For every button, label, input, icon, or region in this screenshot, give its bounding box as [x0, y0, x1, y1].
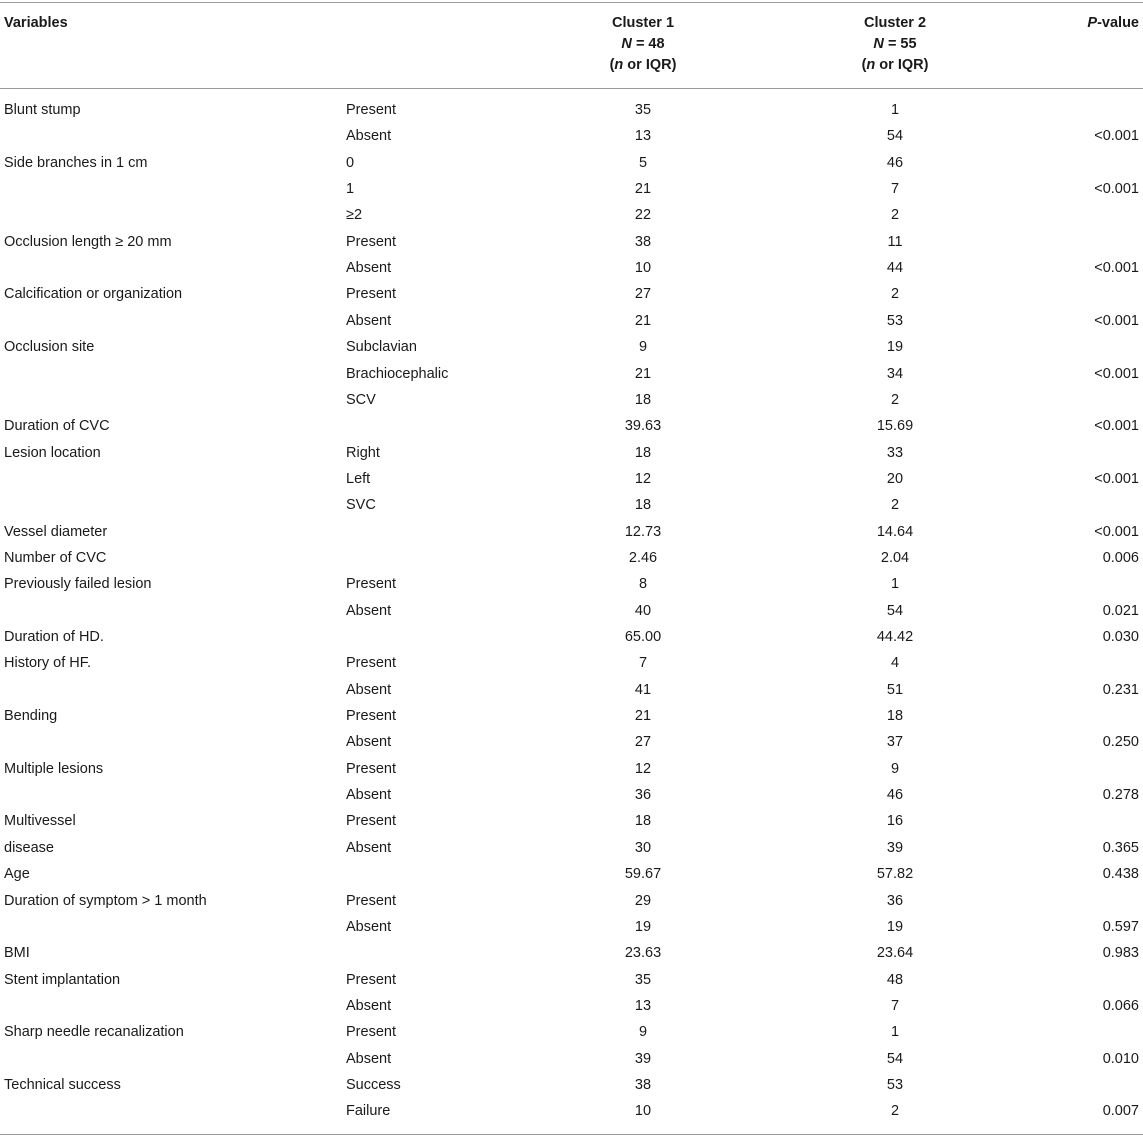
cluster-1-value-cell: 36	[634, 787, 652, 803]
subgroup-cell: Absent	[346, 603, 392, 619]
p-value-cell: 0.231	[1102, 682, 1139, 698]
cluster-2-value-cell: 1	[890, 576, 900, 592]
p-value-cell: <0.001	[1094, 524, 1139, 540]
cluster-1-value-cell: 10	[634, 1103, 652, 1119]
subgroup-cell: Absent	[346, 787, 392, 803]
cluster-2-value-cell: 54	[886, 603, 904, 619]
cluster-2-value-cell: 4	[890, 655, 900, 671]
p-value-cell: <0.001	[1094, 366, 1139, 382]
variable-cell: disease	[4, 840, 54, 856]
header-variables: Variables	[4, 15, 68, 31]
subgroup-cell: Present	[346, 286, 396, 302]
variable-cell: Duration of HD.	[4, 629, 104, 645]
cluster-2-value-cell: 2	[890, 497, 900, 513]
subgroup-cell: Absent	[346, 128, 392, 144]
cluster-2-value-cell: 16	[886, 813, 904, 829]
subgroup-cell: Absent	[346, 840, 392, 856]
cluster-1-value-cell: 9	[638, 339, 648, 355]
cluster-2-value-cell: 7	[890, 181, 900, 197]
subgroup-cell: Brachiocephalic	[346, 366, 449, 382]
p-value-cell: 0.597	[1102, 919, 1139, 935]
cluster-2-value-cell: 2.04	[880, 550, 910, 566]
cluster-1-value-cell: 5	[638, 155, 648, 171]
cluster-2-value-cell: 54	[886, 128, 904, 144]
variable-cell: Occlusion site	[4, 339, 95, 355]
subgroup-cell: Present	[346, 813, 396, 829]
cluster-2-value-cell: 7	[890, 998, 900, 1014]
subgroup-cell: Failure	[346, 1103, 391, 1119]
p-value-cell: 0.006	[1102, 550, 1139, 566]
cluster-2-value-cell: 36	[886, 893, 904, 909]
p-value-cell: 0.066	[1102, 998, 1139, 1014]
cluster-1-value-cell: 9	[638, 1024, 648, 1040]
subgroup-cell: Present	[346, 1024, 396, 1040]
cluster-1-value-cell: 29	[634, 893, 652, 909]
cluster-2-value-cell: 57.82	[876, 866, 914, 882]
cluster-1-value-cell: 30	[634, 840, 652, 856]
cluster-1-value-cell: 18	[634, 445, 652, 461]
subgroup-cell: Present	[346, 102, 396, 118]
subgroup-cell: Present	[346, 893, 396, 909]
variable-cell: Previously failed lesion	[4, 576, 152, 592]
subgroup-cell: Absent	[346, 260, 392, 276]
subgroup-cell: Absent	[346, 682, 392, 698]
cluster-1-value-cell: 35	[634, 972, 652, 988]
cluster-2-value-cell: 33	[886, 445, 904, 461]
subgroup-cell: Present	[346, 234, 396, 250]
header-cluster-2-name: Cluster 2	[863, 15, 927, 31]
cluster-2-value-cell: 34	[886, 366, 904, 382]
cluster-2-value-cell: 11	[887, 234, 903, 250]
subgroup-cell: SCV	[346, 392, 376, 408]
p-value-cell: <0.001	[1094, 128, 1139, 144]
variable-cell: Occlusion length ≥ 20 mm	[4, 234, 172, 250]
cluster-1-value-cell: 21	[634, 366, 652, 382]
p-value-cell: <0.001	[1094, 181, 1139, 197]
variable-cell: Stent implantation	[4, 972, 121, 988]
cluster-1-value-cell: 7	[638, 655, 648, 671]
subgroup-cell: Present	[346, 761, 396, 777]
cluster-2-value-cell: 9	[890, 761, 900, 777]
subgroup-cell: Absent	[346, 998, 392, 1014]
cluster-2-value-cell: 2	[890, 207, 900, 223]
p-value-cell: <0.001	[1094, 260, 1139, 276]
cluster-1-value-cell: 59.67	[624, 866, 662, 882]
cluster-2-value-cell: 19	[886, 919, 904, 935]
variable-cell: Number of CVC	[4, 550, 107, 566]
cluster-2-value-cell: 46	[886, 155, 904, 171]
cluster-1-value-cell: 39	[634, 1051, 652, 1067]
p-value-cell: 0.278	[1102, 787, 1139, 803]
header-cluster-2	[820, 13, 970, 76]
cluster-1-value-cell: 40	[634, 603, 652, 619]
subgroup-cell: ≥2	[346, 207, 363, 223]
variable-cell: BMI	[4, 945, 30, 961]
cluster-2-value-cell: 46	[886, 787, 904, 803]
cluster-2-value-cell: 39	[886, 840, 904, 856]
variable-cell: History of HF.	[4, 655, 92, 671]
cluster-2-value-cell: 37	[886, 734, 904, 750]
cluster-1-value-cell: 39.63	[624, 418, 662, 434]
cluster-2-value-cell: 23.64	[876, 945, 914, 961]
cluster-2-value-cell: 44.42	[876, 629, 914, 645]
variable-cell: Blunt stump	[4, 102, 81, 118]
subgroup-cell: Present	[346, 708, 396, 724]
cluster-2-value-cell: 53	[886, 1077, 904, 1093]
subgroup-cell: Left	[346, 471, 371, 487]
cluster-1-value-cell: 27	[634, 286, 652, 302]
variable-cell: Age	[4, 866, 30, 882]
variable-cell: Calcification or organization	[4, 286, 183, 302]
p-value-cell: 0.365	[1102, 840, 1139, 856]
subgroup-cell: Present	[346, 972, 396, 988]
variable-cell: Duration of symptom > 1 month	[4, 893, 207, 909]
cluster-2-value-cell: 19	[886, 339, 904, 355]
header-cluster-1	[568, 13, 718, 76]
cluster-1-value-cell: 12	[634, 471, 652, 487]
header-cluster-2-stat: (n or IQR)	[861, 57, 929, 73]
subgroup-cell: Subclavian	[346, 339, 417, 355]
cluster-2-value-cell: 14.64	[876, 524, 914, 540]
subgroup-cell: 0	[346, 155, 355, 171]
p-value-cell: 0.438	[1102, 866, 1139, 882]
cluster-2-value-cell: 1	[890, 102, 900, 118]
cluster-1-value-cell: 12	[634, 761, 652, 777]
cluster-1-value-cell: 2.46	[628, 550, 658, 566]
cluster-1-value-cell: 23.63	[624, 945, 662, 961]
variable-cell: Sharp needle recanalization	[4, 1024, 184, 1040]
p-value-cell: 0.250	[1102, 734, 1139, 750]
header-pvalue: P-value	[1087, 15, 1139, 31]
cluster-2-value-cell: 18	[886, 708, 904, 724]
cluster-1-value-cell: 18	[634, 497, 652, 513]
cluster-1-value-cell: 38	[634, 234, 652, 250]
variable-cell: Bending	[4, 708, 58, 724]
header-cluster-1-name: Cluster 1	[611, 15, 675, 31]
cluster-2-value-cell: 48	[886, 972, 904, 988]
cluster-2-value-cell: 51	[886, 682, 904, 698]
cluster-2-value-cell: 20	[886, 471, 904, 487]
p-value-cell: 0.030	[1102, 629, 1139, 645]
p-value-cell: 0.010	[1102, 1051, 1139, 1067]
cluster-1-value-cell: 12.73	[624, 524, 662, 540]
cluster-1-value-cell: 21	[634, 313, 652, 329]
cluster-2-value-cell: 1	[890, 1024, 900, 1040]
cluster-1-value-cell: 21	[634, 708, 652, 724]
variable-cell: Multivessel	[4, 813, 76, 829]
table-top-rule	[0, 2, 1143, 3]
header-cluster-1-stat: (n or IQR)	[609, 57, 677, 73]
variable-cell: Vessel diameter	[4, 524, 108, 540]
cluster-2-value-cell: 2	[890, 1103, 900, 1119]
cluster-2-value-cell: 2	[890, 286, 900, 302]
p-value-cell: <0.001	[1094, 313, 1139, 329]
subgroup-cell: Absent	[346, 313, 392, 329]
variable-cell: Side branches in 1 cm	[4, 155, 148, 171]
p-value-cell: <0.001	[1094, 418, 1139, 434]
cluster-1-value-cell: 8	[638, 576, 648, 592]
cluster-1-value-cell: 22	[634, 207, 652, 223]
cluster-1-value-cell: 10	[634, 260, 652, 276]
cluster-1-value-cell: 35	[634, 102, 652, 118]
cluster-1-value-cell: 41	[634, 682, 652, 698]
cluster-1-value-cell: 65.00	[624, 629, 662, 645]
cluster-1-value-cell: 19	[634, 919, 652, 935]
subgroup-cell: 1	[346, 181, 355, 197]
variable-cell: Duration of CVC	[4, 418, 110, 434]
table-bottom-rule	[0, 1134, 1143, 1135]
cluster-2-value-cell: 53	[886, 313, 904, 329]
subgroup-cell: Right	[346, 445, 380, 461]
variable-cell: Technical success	[4, 1077, 121, 1093]
variable-cell: Lesion location	[4, 445, 101, 461]
header-bottom-rule	[0, 88, 1143, 89]
cluster-2-value-cell: 44	[886, 260, 904, 276]
p-value-cell: <0.001	[1094, 471, 1139, 487]
subgroup-cell: Absent	[346, 734, 392, 750]
cluster-1-value-cell: 21	[634, 181, 652, 197]
cluster-1-value-cell: 18	[634, 392, 652, 408]
cluster-1-value-cell: 13	[634, 128, 652, 144]
cluster-2-value-cell: 54	[886, 1051, 904, 1067]
header-cluster-1-n: N = 48	[621, 36, 665, 52]
cluster-1-value-cell: 13	[634, 998, 652, 1014]
subgroup-cell: Present	[346, 655, 396, 671]
cluster-1-value-cell: 38	[634, 1077, 652, 1093]
p-value-cell: 0.021	[1102, 603, 1139, 619]
subgroup-cell: Absent	[346, 919, 392, 935]
subgroup-cell: SVC	[346, 497, 376, 513]
header-cluster-2-n: N = 55	[873, 36, 917, 52]
cluster-1-value-cell: 27	[634, 734, 652, 750]
subgroup-cell: Absent	[346, 1051, 392, 1067]
cluster-2-value-cell: 2	[890, 392, 900, 408]
cluster-1-value-cell: 18	[634, 813, 652, 829]
cluster-2-value-cell: 15.69	[876, 418, 914, 434]
p-value-cell: 0.007	[1102, 1103, 1139, 1119]
subgroup-cell: Success	[346, 1077, 401, 1093]
variable-cell: Multiple lesions	[4, 761, 104, 777]
subgroup-cell: Present	[346, 576, 396, 592]
p-value-cell: 0.983	[1102, 945, 1139, 961]
